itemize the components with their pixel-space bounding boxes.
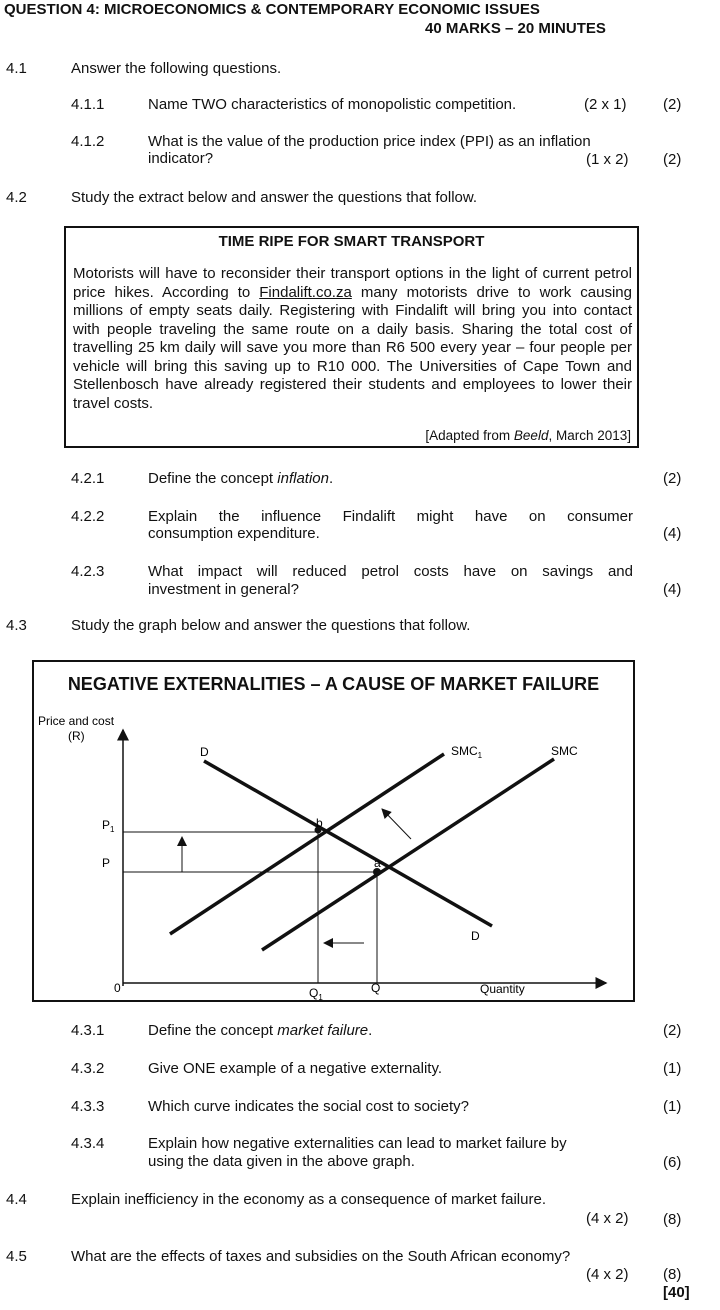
- smc1-label: $SMC_1$: [451, 744, 483, 760]
- question-subtitle: 40 MARKS – 20 MINUTES: [425, 20, 606, 37]
- q-4-1-2-marks: (2): [663, 151, 682, 168]
- source-italic: Beeld: [513, 428, 549, 443]
- q-4-4-marks: (8): [663, 1211, 682, 1228]
- y-axis-label: Price and cost: [38, 714, 115, 728]
- smc-label: SMC: [551, 744, 578, 758]
- q-4-3-3-number: 4.3.3: [71, 1098, 105, 1115]
- q-4-1-2-number: 4.1.2: [71, 133, 105, 150]
- q-4-1-1-marks: (2): [663, 96, 682, 113]
- q-4-5-calc: (4 x 2): [586, 1266, 629, 1283]
- q-4-3-1-marks: (2): [663, 1022, 682, 1039]
- q-4-1-2-calc: (1 x 2): [586, 151, 629, 168]
- q-4-2-number: 4.2: [6, 189, 27, 206]
- point-a-label: a: [374, 856, 381, 870]
- q-4-3-1-text: [148, 1022, 372, 1039]
- supply-shift-arrow: [382, 809, 411, 839]
- source-pre: [Adapted from: [425, 428, 514, 443]
- q-4-1-2-line1: What is the value of the production price index (PPI) as an inflation: [148, 133, 591, 150]
- extract-source: [425, 428, 631, 443]
- extract-box: [64, 226, 639, 448]
- q-4-1-1-text: Name TWO characteristics of monopolistic competition.: [148, 96, 517, 113]
- q-4-3-1-post: .: [368, 1022, 373, 1039]
- q-4-1-1-number: 4.1.1: [71, 96, 105, 113]
- p1-label: $P_1$: [102, 818, 115, 834]
- y-axis-unit: (R): [68, 729, 85, 743]
- graph-title: NEGATIVE EXTERNALITIES – A CAUSE OF MARKET FAILURE: [67, 674, 600, 694]
- q-4-5-text: What are the effects of taxes and subsidies on the South African economy?: [71, 1248, 571, 1265]
- q-4-3-3-text: Which curve indicates the social cost to society?: [148, 1098, 469, 1115]
- q-4-4-calc: (4 x 2): [586, 1210, 629, 1227]
- q-label: Q: [371, 981, 381, 995]
- q-4-1-text: Answer the following questions.: [71, 60, 282, 77]
- q-4-2-2-number: 4.2.2: [71, 508, 105, 525]
- q1-label: $Q_1$: [309, 986, 323, 1000]
- q-4-2-2-marks: (4): [663, 525, 682, 542]
- demand-label-bottom: D: [471, 929, 480, 943]
- q-4-3-4-line1: Explain how negative externalities can lead to market failure by: [148, 1135, 567, 1152]
- extract-title: TIME RIPE FOR SMART TRANSPORT: [218, 233, 485, 250]
- point-b-label: b: [316, 816, 323, 830]
- q-4-3-2-number: 4.3.2: [71, 1060, 105, 1077]
- q-4-3-2-marks: (1): [663, 1060, 682, 1077]
- q-4-3-4-marks: (6): [663, 1154, 682, 1171]
- q-4-1-2-line2: indicator?: [148, 150, 214, 167]
- q-4-4-text: Explain inefficiency in the economy as a consequence of market failure.: [71, 1191, 546, 1208]
- q-4-3-1-number: 4.3.1: [71, 1022, 105, 1039]
- q-4-2-3-marks: (4): [663, 581, 682, 598]
- q-4-3-4-number: 4.3.4: [71, 1135, 105, 1152]
- q-4-2-text: Study the extract below and answer the questions that follow.: [71, 189, 478, 206]
- q-4-1-number: 4.1: [6, 60, 27, 77]
- smc-curve: [262, 759, 554, 950]
- source-post: , March 2013]: [548, 428, 631, 443]
- origin-label: 0: [114, 981, 121, 995]
- demand-label-top: D: [200, 745, 209, 759]
- question-title: QUESTION 4: MICROECONOMICS & CONTEMPORARY ECONOMIC ISSUES: [4, 1, 540, 18]
- smc1-curve: [170, 754, 444, 934]
- extract-body-post: many motorists drive to work causing millions of empty seats daily. Registering with Findalift will bring you into contact with people traveling the same route on a daily basis. Sharing the total cost of travelling 25 km daily will save you more than R6 500 every year – four people per vehicle will bring this saving up to R10 000. The Universities of Cape Town and Stellenbosch have already registered their students and employees to lower their travel costs.: [73, 283, 632, 412]
- x-axis-label: Quantity: [480, 982, 525, 996]
- q-4-2-1-pre: Define the concept: [148, 470, 278, 487]
- q-4-2-3-number: 4.2.3: [71, 563, 105, 580]
- q-4-4-number: 4.4: [6, 1191, 27, 1208]
- q-4-2-1-number: 4.2.1: [71, 470, 105, 487]
- q-4-3-3-marks: (1): [663, 1098, 682, 1115]
- q-4-2-1-text: [148, 470, 333, 487]
- q-4-2-1-post: .: [328, 470, 334, 487]
- q-4-2-1-italic: inflation: [277, 470, 329, 487]
- q-4-3-1-italic: market failure: [277, 1022, 369, 1039]
- question-total: [40]: [663, 1284, 690, 1301]
- extract-body: [73, 265, 632, 413]
- q-4-3-text: Study the graph below and answer the questions that follow.: [71, 617, 471, 634]
- extract-body-pre: Motorists will have to reconsider their transport options in the light of current petrol price hikes. According to: [73, 265, 632, 301]
- q-4-3-4-line2: using the data given in the above graph.: [148, 1153, 415, 1170]
- q-4-2-2-line2: consumption expenditure.: [148, 525, 320, 542]
- q-4-2-1-marks: (2): [663, 470, 682, 487]
- p-label: P: [102, 856, 111, 870]
- q-4-5-marks: (8): [663, 1266, 682, 1283]
- externality-graph: [32, 660, 635, 1002]
- q-4-3-number: 4.3: [6, 617, 27, 634]
- demand-curve: [204, 761, 492, 926]
- q-4-2-2-line1: Explain the influence Findalift might have on consumer: [148, 508, 633, 525]
- graph-svg: [34, 662, 633, 1000]
- findalift-link[interactable]: Findalift.co.za: [259, 283, 352, 301]
- q-4-3-1-pre: Define the concept: [148, 1022, 278, 1039]
- q-4-2-3-line2: investment in general?: [148, 581, 299, 598]
- q-4-2-3-line1: What impact will reduced petrol costs have on savings and: [148, 563, 633, 580]
- q-4-1-1-calc: (2 x 1): [584, 96, 627, 113]
- q-4-3-2-text: Give ONE example of a negative externality.: [148, 1060, 443, 1077]
- q-4-5-number: 4.5: [6, 1248, 27, 1265]
